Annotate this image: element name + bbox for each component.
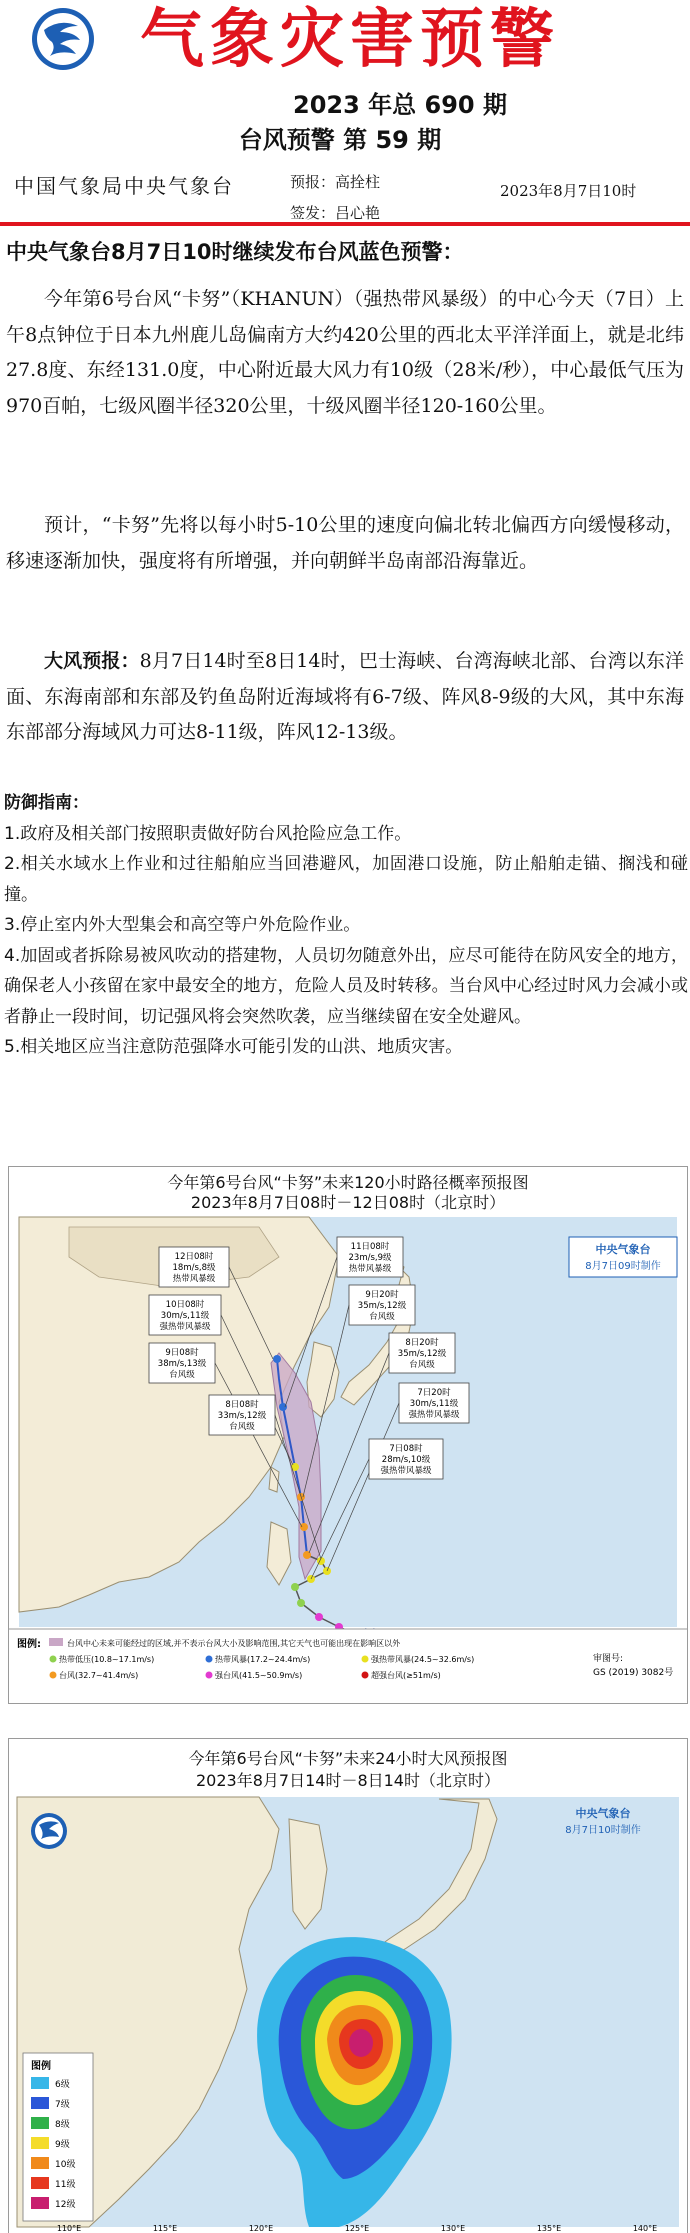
gale-map-canvas	[9, 1739, 687, 2233]
legend-item: 热带低压(10.8~17.1m/s)	[59, 1655, 155, 1664]
issuer: 签发：吕心艳	[290, 204, 381, 222]
guidance-item: 1.政府及相关部门按照职责做好防台风抢险应急工作。	[4, 823, 412, 844]
svg-text:台风级: 台风级	[409, 1360, 435, 1370]
approval-number: GS (2019) 3082号	[593, 1668, 674, 1678]
svg-text:热带风暴级: 热带风暴级	[348, 1264, 392, 1274]
taiwan-island	[269, 1467, 279, 1492]
legend-item: 强台风(41.5~50.9m/s)	[215, 1671, 303, 1680]
paragraph-forecast-track: 预计，“卡努”先将以每小时5-10公里的速度向偏北转北偏西方向缓慢移动，移速逐渐加快，强度将有所增强，并向朝鲜半岛南部沿海靠近。	[6, 514, 684, 572]
map1-made: 8月7日09时制作	[585, 1261, 661, 1272]
legend-item: 热带风暴(17.2~24.4m/s)	[215, 1655, 311, 1664]
svg-text:35m/s,12级: 35m/s,12级	[357, 1301, 407, 1311]
guidance-item: 2.相关水域水上作业和过往船舶应当回港避风，加固港口设施，防止船舶走锚、搁浅和碰撞。	[4, 854, 688, 905]
svg-text:8日20时: 8日20时	[405, 1338, 439, 1348]
legend-item: 12级	[55, 2200, 76, 2210]
svg-text:7日20时: 7日20时	[417, 1388, 451, 1398]
lon-tick: 120°E	[248, 2224, 274, 2233]
legend-item: 超强台风(≥51m/s)	[371, 1671, 441, 1680]
issue-total: 2023 年总 690 期	[293, 91, 507, 119]
guidance-item: 3.停止室内外大型集会和高空等户外危险作业。	[4, 915, 361, 935]
gale-forecast-map	[8, 1738, 688, 2233]
svg-text:8日08时: 8日08时	[225, 1400, 259, 1410]
svg-text:30m/s,11级: 30m/s,11级	[160, 1311, 210, 1321]
issue-date: 2023年8月7日10时	[500, 182, 637, 200]
legend-item: 10级	[55, 2160, 76, 2170]
svg-text:7日08时: 7日08时	[389, 1444, 423, 1454]
svg-text:台风级: 台风级	[369, 1312, 395, 1322]
issuing-organization: 中国气象局中央气象台	[14, 174, 234, 198]
track-point	[291, 1583, 299, 1591]
issue-number: 台风预警 第 59 期	[238, 126, 442, 154]
svg-text:强热带风暴级: 强热带风暴级	[408, 1410, 460, 1420]
track-point	[303, 1551, 311, 1559]
svg-text:12日08时: 12日08时	[174, 1252, 214, 1262]
wind-zone-12	[349, 2029, 373, 2057]
cma-logo-icon	[30, 6, 96, 72]
track-map-canvas	[9, 1167, 687, 1703]
gale-forecast-label: 大风预报：	[44, 650, 140, 672]
guidance-item: 4.加固或者拆除易被风吹动的搭建物，人员切勿随意外出，应尽可能待在防风安全的地方，确保老人小孩留在家中最安全的地方，危险人员及时转移。当台风中心经过时风力会减小或者静止一段时间，切记强风将会突然吹袭，应当继续留在安全处避风。	[4, 945, 688, 1027]
svg-text:强热带风暴级: 强热带风暴级	[380, 1466, 432, 1476]
lon-tick: 125°E	[344, 2224, 370, 2233]
svg-text:台风级: 台风级	[229, 1422, 255, 1432]
legend-item: 强热带风暴(24.5~32.6m/s)	[371, 1655, 475, 1664]
gale-map-subtitle: 2023年8月7日14时－8日14时（北京时）	[196, 1771, 500, 1790]
track-legend-title: 图例:	[17, 1639, 41, 1650]
legend-item: 7级	[55, 2100, 70, 2110]
track-point	[297, 1599, 305, 1607]
gale-map-title: 今年第6号台风“卡努”未来24小时大风预报图	[188, 1749, 508, 1768]
approval-label: 审图号:	[593, 1654, 624, 1664]
map2-made: 8月7日10时制作	[565, 1825, 641, 1836]
guidance-title: 防御指南：	[4, 793, 89, 813]
track-point	[315, 1613, 323, 1621]
track-legend-note: 台风中心未来可能经过的区域,并不表示台风大小及影响范围,其它天气也可能出现在影响区以外	[67, 1639, 401, 1648]
lon-tick: 140°E	[632, 2224, 658, 2233]
svg-text:台风级: 台风级	[169, 1370, 195, 1380]
guidance-item: 5.相关地区应当注意防范强降水可能引发的山洪、地质灾害。	[4, 1037, 463, 1057]
gale-legend-title: 图例	[31, 2061, 51, 2072]
forecaster: 预报：高拴柱	[290, 173, 381, 191]
lon-tick: 110°E	[56, 2224, 82, 2233]
bulletin-title: 气象灾害预警	[140, 2, 560, 77]
defense-guidance	[4, 788, 688, 1063]
svg-text:38m/s,13级: 38m/s,13级	[157, 1359, 207, 1369]
track-map-subtitle: 2023年8月7日08时－12日08时（北京时）	[190, 1193, 506, 1212]
warning-headline: 中央气象台8月7日10时继续发布台风蓝色预警：	[6, 240, 464, 264]
map1-agency: 中央气象台	[595, 1243, 651, 1256]
cone-legend-swatch	[49, 1638, 63, 1646]
legend-item: 11级	[55, 2180, 76, 2190]
paragraph-gale-forecast	[6, 644, 684, 751]
map2-agency: 中央气象台	[575, 1807, 631, 1820]
lon-tick: 135°E	[536, 2224, 562, 2233]
paragraph-current-position: 今年第6号台风“卡努”（KHANUN）（强热带风暴级）的中心今天（7日）上午8点钟位于日本九州鹿儿岛偏南方大约420公里的西北太平洋洋面上，就是北纬27.8度、东经131.0度，中心附近最大风力有10级（28米/秒），中心最低气压为970百帕，七级风圈半径320公里，十级风圈半径120-160公里。	[6, 288, 684, 417]
svg-text:9日08时: 9日08时	[165, 1348, 199, 1358]
legend-item: 8级	[55, 2120, 70, 2130]
legend-item: 9级	[55, 2140, 70, 2150]
svg-text:强热带风暴级: 强热带风暴级	[159, 1322, 211, 1332]
track-forecast-map	[8, 1166, 688, 1704]
gale-forecast-text: 8月7日14时至8日14时，巴士海峡、台湾海峡北部、台湾以东洋面、东海南部和东部及钓鱼岛附近海域将有6-7级、阵风8-9级的大风，其中东海东部部分海域风力可达8-11级，阵风12-13级。	[6, 650, 684, 743]
forecast-point-12d08	[273, 1355, 281, 1363]
legend-item: 6级	[55, 2080, 70, 2090]
svg-text:10日08时: 10日08时	[165, 1300, 205, 1310]
legend-item: 台风(32.7~41.4m/s)	[59, 1671, 139, 1680]
svg-text:28m/s,10级: 28m/s,10级	[381, 1455, 431, 1465]
svg-text:35m/s,12级: 35m/s,12级	[397, 1349, 447, 1359]
svg-text:33m/s,12级: 33m/s,12级	[217, 1411, 267, 1421]
svg-text:热带风暴级: 热带风暴级	[172, 1274, 216, 1284]
svg-text:11日08时: 11日08时	[350, 1242, 390, 1252]
svg-text:18m/s,8级: 18m/s,8级	[172, 1263, 216, 1273]
svg-text:9日20时: 9日20时	[365, 1290, 399, 1300]
lon-tick: 130°E	[440, 2224, 466, 2233]
svg-text:23m/s,9级: 23m/s,9级	[348, 1253, 392, 1263]
forecast-point-9d08	[300, 1523, 308, 1531]
svg-text:30m/s,11级: 30m/s,11级	[409, 1399, 459, 1409]
track-map-title: 今年第6号台风“卡努”未来120小时路径概率预报图	[167, 1173, 529, 1192]
lon-tick: 115°E	[152, 2224, 178, 2233]
header-divider	[0, 222, 690, 226]
